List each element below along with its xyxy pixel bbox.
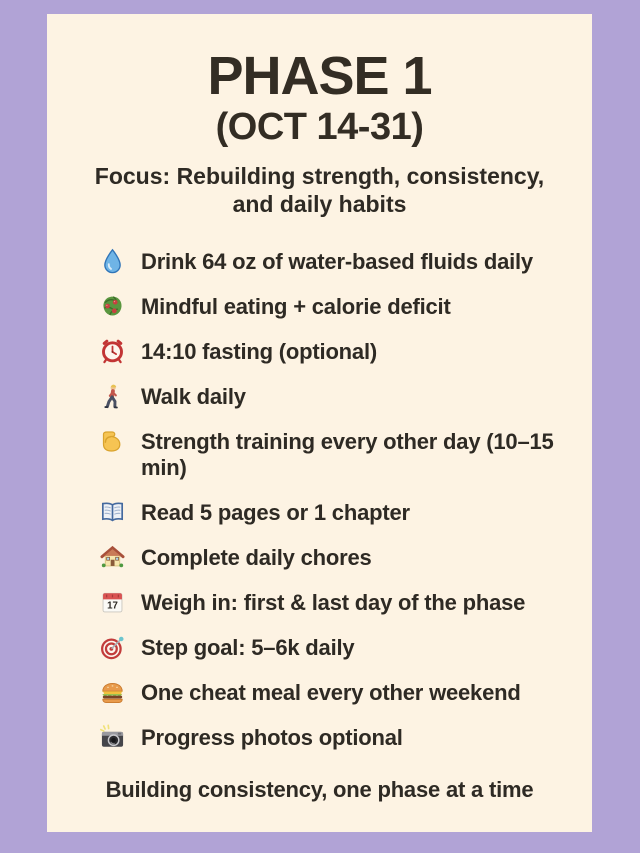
checklist-item-label: Mindful eating + calorie deficit (141, 294, 451, 319)
camera-flash-icon (99, 724, 126, 751)
date-range-subtitle: (OCT 14-31) (215, 106, 424, 148)
alarm-clock-icon (99, 338, 126, 365)
checklist-item (99, 680, 568, 706)
checklist-item (99, 294, 568, 320)
checklist-item-label: 14:10 fasting (optional) (141, 339, 377, 364)
checklist-item (99, 590, 568, 616)
checklist-item-label: One cheat meal every other weekend (141, 680, 521, 705)
open-book-icon (99, 499, 126, 526)
walking-person-icon (99, 383, 126, 410)
checklist-item-label: Walk daily (141, 384, 246, 409)
checklist-item (99, 339, 568, 365)
svg-text:17: 17 (107, 600, 118, 612)
checklist-item (99, 249, 568, 275)
flexed-biceps-icon (99, 428, 126, 455)
calendar-icon (99, 589, 126, 616)
checklist-item-label: Weigh in: first & last day of the phase (141, 590, 526, 615)
dart-target-icon (99, 634, 126, 661)
checklist-item (99, 635, 568, 661)
salad-icon (99, 293, 126, 320)
focus-text: Focus: Rebuilding strength, consistency, and daily habits (94, 163, 545, 217)
page-title: PHASE 1 (207, 46, 432, 106)
checklist-item (99, 384, 568, 410)
house-icon (99, 544, 126, 571)
checklist-item (99, 545, 568, 571)
checklist-item-label: Complete daily chores (141, 545, 372, 570)
checklist-item-label: Progress photos optional (141, 725, 403, 750)
checklist-item-label: Step goal: 5–6k daily (141, 635, 355, 660)
checklist-item (99, 429, 568, 481)
footer-tagline: Building consistency, one phase at a time (105, 777, 534, 802)
checklist-item-label: Strength training every other day (10–15 min) (141, 429, 554, 480)
checklist-item (99, 725, 568, 751)
checklist-item-label: Drink 64 oz of water-based fluids daily (141, 249, 533, 274)
checklist-item-label: Read 5 pages or 1 chapter (141, 500, 410, 525)
phase-card (47, 14, 592, 832)
hamburger-icon (99, 679, 126, 706)
droplet-icon (99, 248, 126, 275)
checklist-item (99, 500, 568, 526)
checklist (47, 249, 592, 751)
